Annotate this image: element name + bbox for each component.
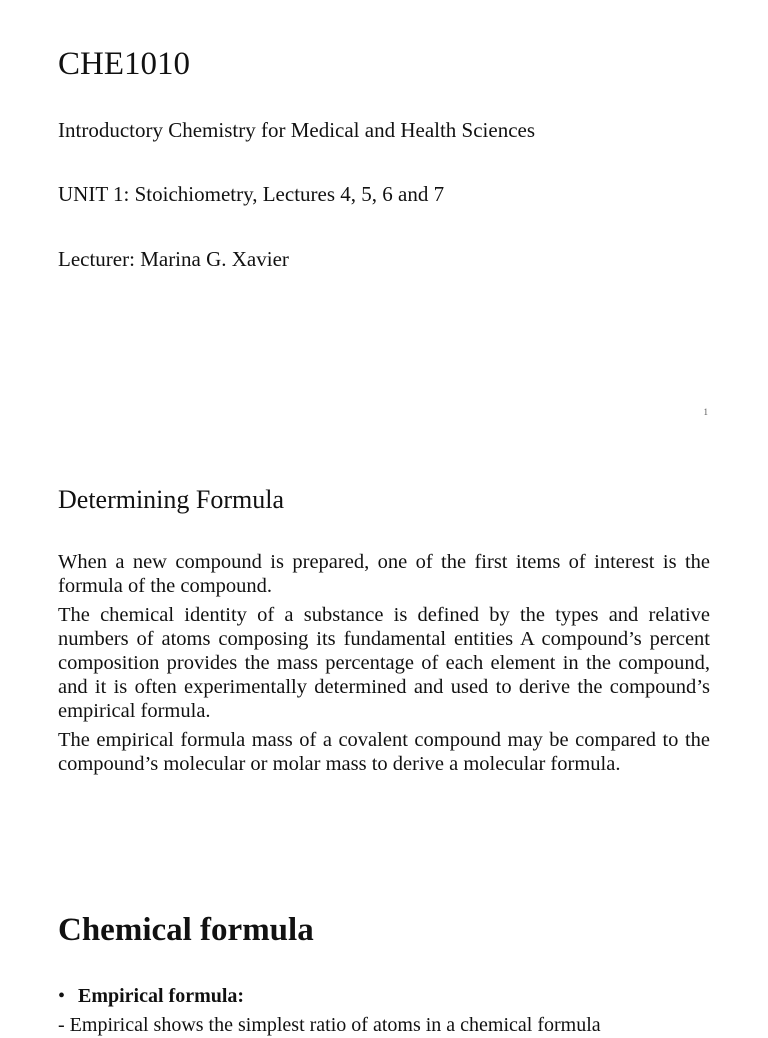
body-paragraph: The empirical formula mass of a covalent compound may be compared to the compound’s molecular or molar mass to derive a molecular formula.: [58, 729, 710, 775]
course-subtitle: Introductory Chemistry for Medical and Health Sciences: [58, 118, 536, 142]
lecturer-line: Lecturer: Marina G. Xavier: [58, 247, 289, 271]
unit-line: UNIT 1: Stoichiometry, Lectures 4, 5, 6 and 7: [58, 182, 445, 206]
slide-2: [0, 440, 768, 880]
dash-icon: -: [58, 1014, 70, 1036]
slide-title: Chemical formula: [58, 912, 314, 948]
slide-3: [0, 880, 768, 1036]
sub-bullet-label: Empirical shows the simplest ratio of atoms in a chemical formula: [69, 1014, 601, 1036]
slide-body: [58, 550, 710, 781]
body-paragraph: The chemical identity of a substance is defined by the types and relative numbers of atoms composing its fundamental entities A compound’s percent composition provides the mass percentage of each element in the compound, and it is often experimentally determined and used to derive the compound’s empirical formula.: [58, 604, 710, 722]
bullet-icon: •: [58, 985, 66, 1007]
bullet-label: Empirical formula:: [78, 985, 245, 1007]
slide-1: [0, 0, 768, 440]
course-code: CHE1010: [58, 46, 190, 82]
bullet-item: [58, 983, 244, 1009]
page-number: 1: [703, 407, 708, 417]
sub-bullet-item: [58, 1012, 601, 1038]
body-paragraph: When a new compound is prepared, one of the first items of interest is the formula of the compound.: [58, 551, 710, 597]
slide-title: Determining Formula: [58, 485, 285, 514]
